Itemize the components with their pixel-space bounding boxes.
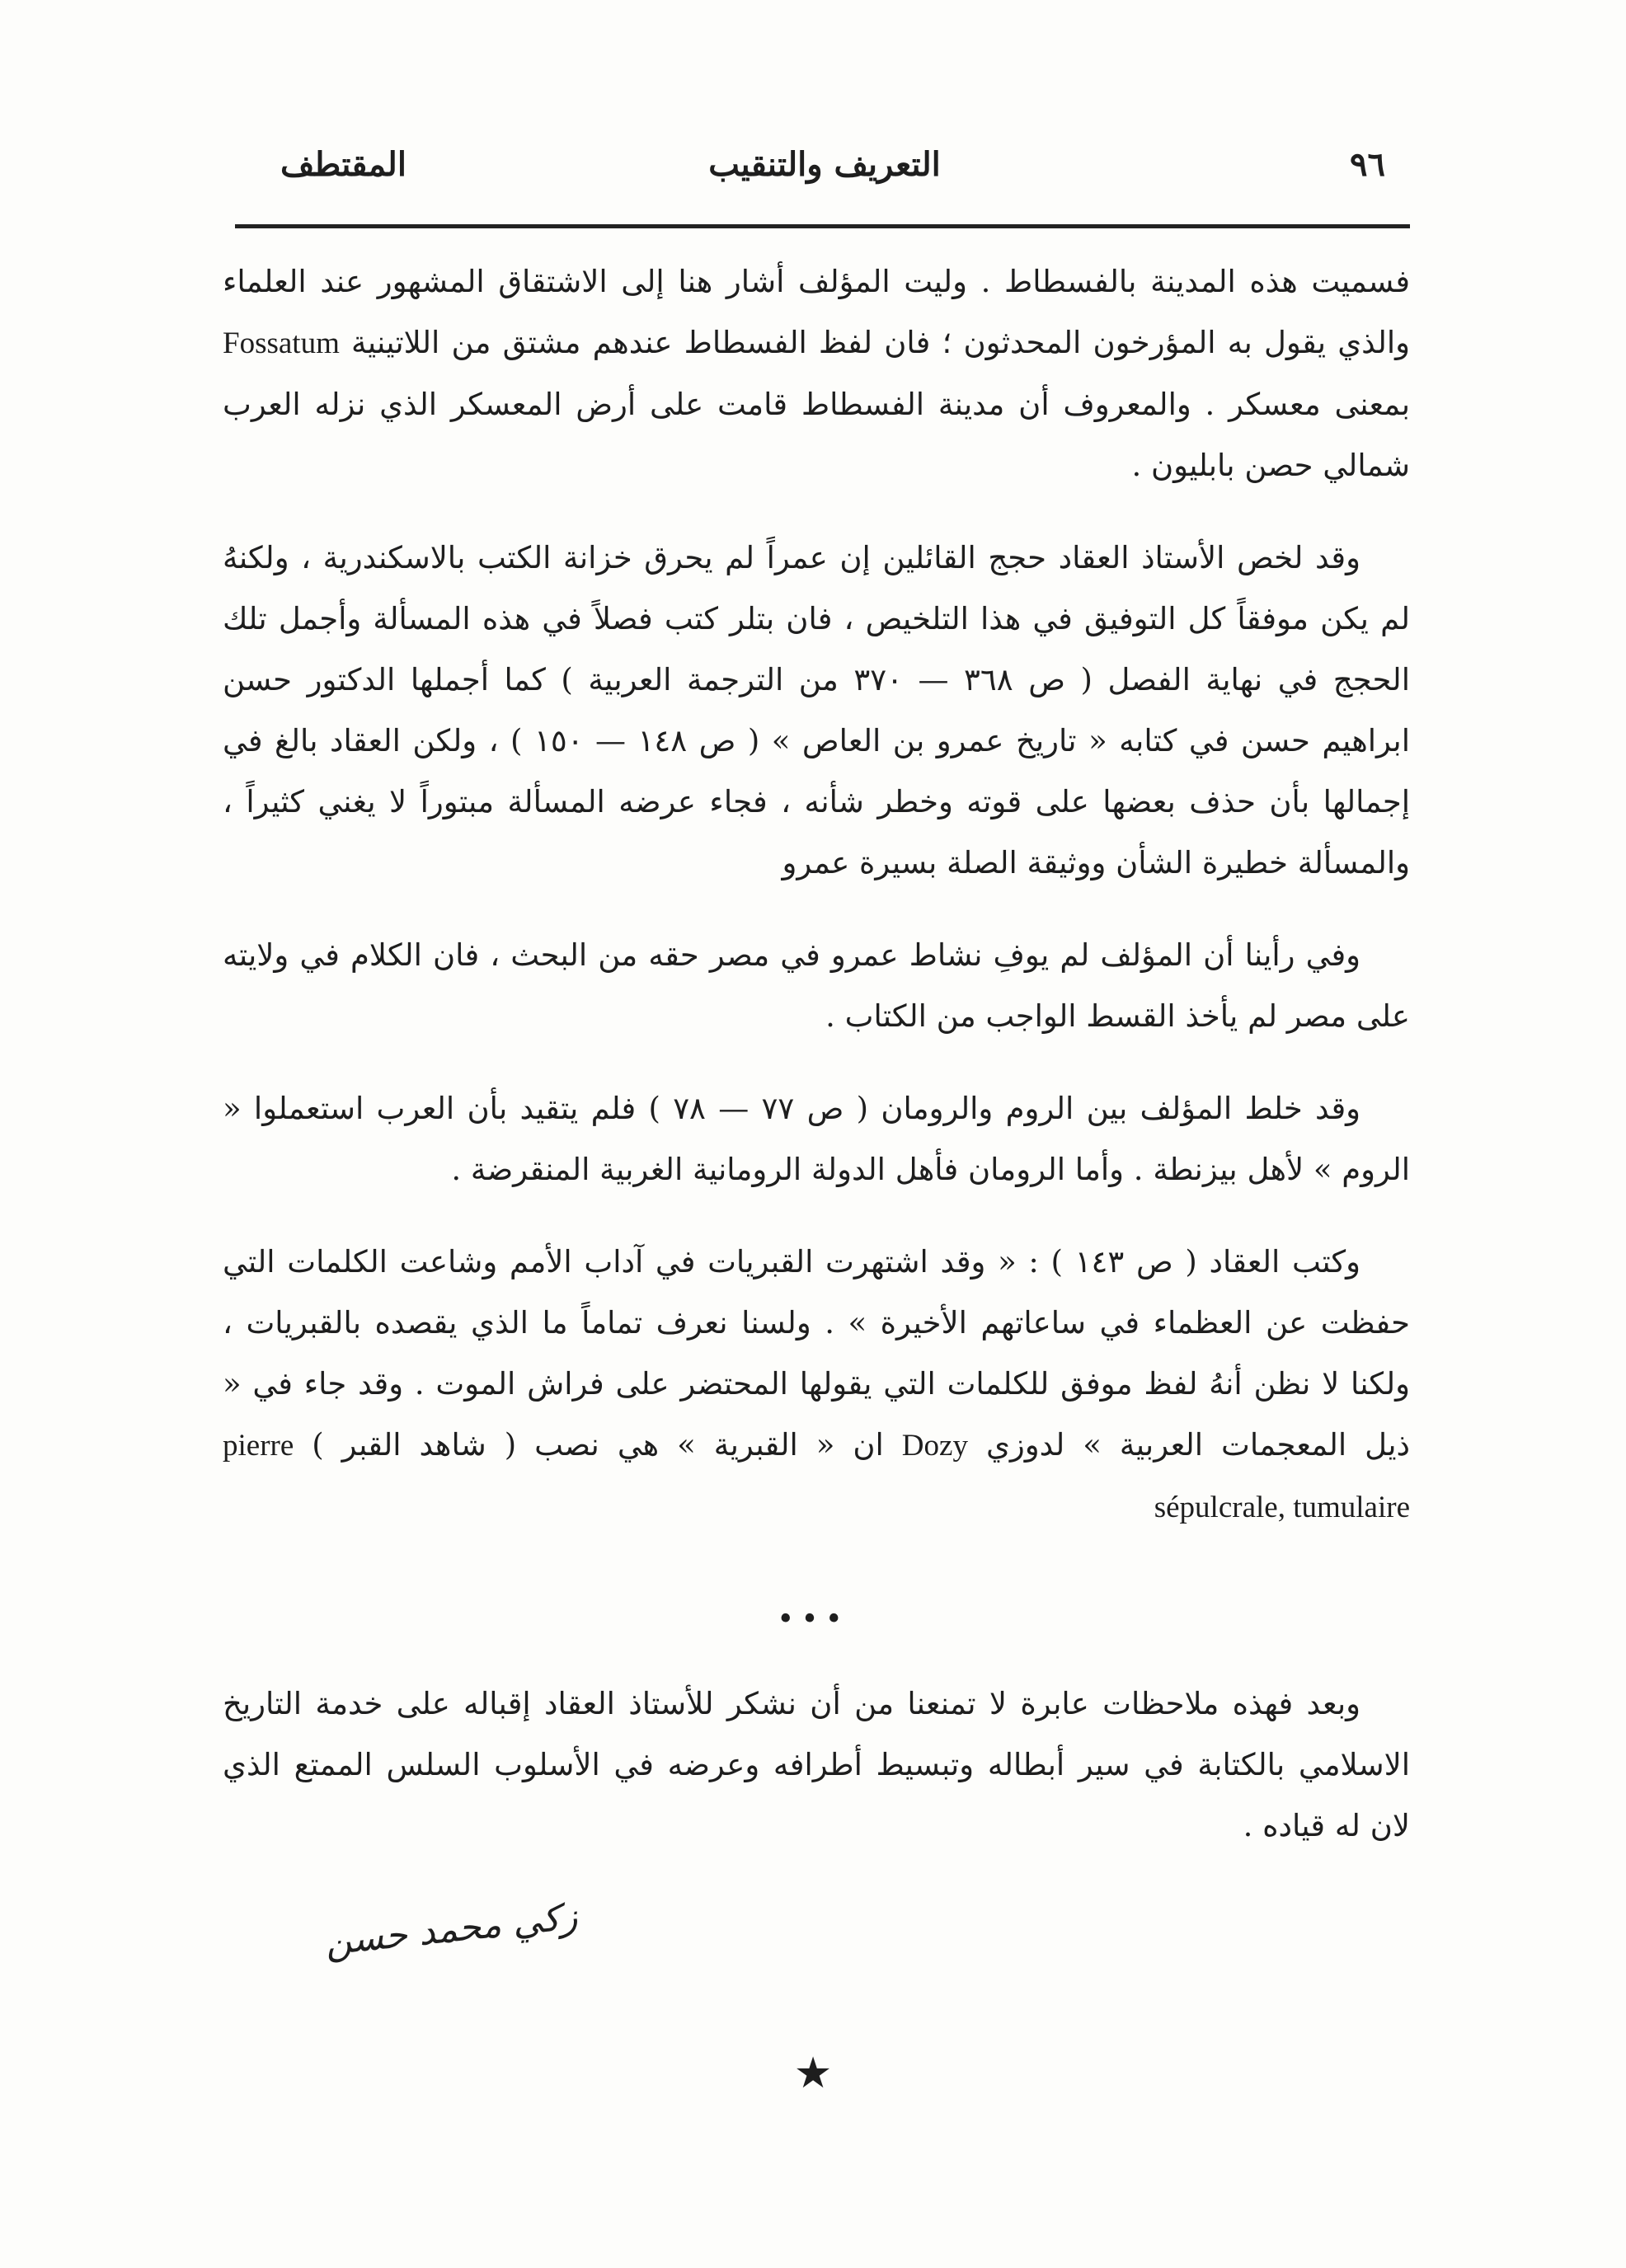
paragraph-text: فسميت هذه المدينة بالفسطاط . وليت المؤلف أشار هنا إلى الاشتقاق المشهور عند العلماء والذي يقول به المؤرخون المحدثون ؛ فان لفظ الفسطاط عندهم مشتق من اللاتينية — [223, 264, 1410, 360]
paragraph-fustat — [223, 251, 1410, 496]
section-separator: ••• — [777, 1603, 849, 1636]
latin-term-pierre: pierre sépulcrale, tumulaire — [223, 1429, 1410, 1524]
article-body — [223, 251, 1410, 1570]
section-title: التعريف والتنقيب — [708, 145, 941, 184]
paragraph-egypt: وفي رأينا أن المؤلف لم يوفِ نشاط عمرو في مصر حقه من البحث ، فان الكلام في ولايته على مصر لم يأخذ القسط الواجب من الكتاب . — [223, 937, 1410, 1034]
closing-section — [223, 1674, 1410, 1857]
paragraph-text: وكتب العقاد ( ص ١٤٣ ) : « وقد اشتهرت القبريات في آداب الأمم وشاعت الكلمات التي حفظت عن العظماء في ساعاتهم الأخيرة » . ولسنا نعرف تماماً ما الذي يقصده بالقبريات ، ولكنا لا نظن أنهُ لفظ موفق للكلمات التي يقولها المحتضر على فراش الموت . وقد جاء في « ذيل المعجمات العربية » لدوزي — [223, 1244, 1410, 1463]
header-rule — [235, 224, 1410, 228]
end-star-mark: ★ — [793, 2049, 833, 2098]
paragraph-text: ان « القبرية » هي نصب ( شاهد القبر ) — [312, 1427, 884, 1463]
paragraph-library: وقد لخص الأستاذ العقاد حجج القائلين إن عمراً لم يحرق خزانة الكتب بالاسكندرية ، ولكنهُ لم يكن موفقاً كل التوفيق في هذا التلخيص ، فان بتلر كتب فصلاً في هذه المسألة وأجمل تلك الحجج في نهاية الفصل ( ص ٣٦٨ — ٣٧٠ من الترجمة العربية ) كما أجملها الدكتور حسن ابراهيم حسن في كتابه « تاريخ عمرو بن العاص » ( ص ١٤٨ — ١٥٠ ) ، ولكن العقاد بالغ في إجمالها بأن حذف بعضها على قوته وخطر شأنه ، فجاء عرضه المسألة مبتوراً لا يغني كثيراً ، والمسألة خطيرة الشأن ووثيقة الصلة بسيرة عمرو — [223, 540, 1410, 880]
author-signature: زكي محمد حسن — [322, 1895, 580, 1964]
closing-paragraph: وبعد فهذه ملاحظات عابرة لا تمنعنا من أن نشكر للأستاذ العقاد إقباله على خدمة التاريخ الاسلامي بالكتابة في سير أبطاله وتبسيط أطرافه وعرضه في الأسلوب السلس الممتع الذي لان له قياده . — [223, 1686, 1410, 1843]
latin-term-fossatum: Fossatum — [223, 326, 340, 360]
running-header — [239, 140, 1410, 206]
paragraph-romans: وقد خلط المؤلف بين الروم والرومان ( ص ٧٧ — ٧٨ ) فلم يتقيد بأن العرب استعملوا « الروم » لأهل بيزنطة . وأما الرومان فأهل الدولة الرومانية الغربية المنقرضة . — [223, 1091, 1410, 1187]
paragraph-text: بمعنى معسكر . والمعروف أن مدينة الفسطاط قامت على أرض المعسكر الذي نزله العرب شمالي حصن بابليون . — [223, 387, 1410, 483]
paragraph-qabriyyat — [223, 1232, 1410, 1538]
page-number: ٩٦ — [1350, 145, 1385, 184]
journal-name: المقتطف — [280, 145, 406, 184]
latin-term-dozy: Dozy — [901, 1429, 968, 1463]
